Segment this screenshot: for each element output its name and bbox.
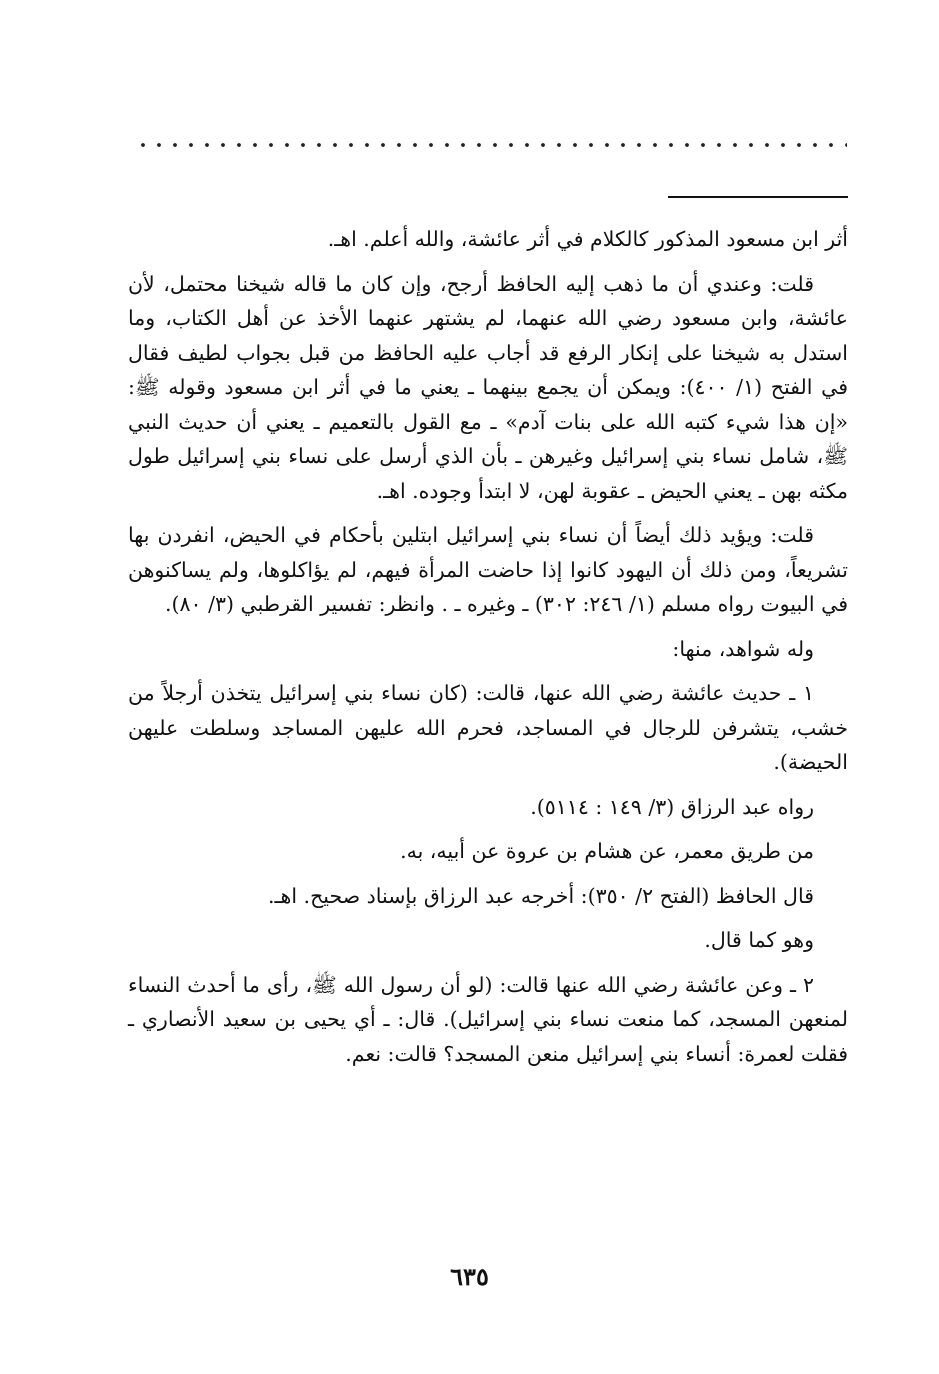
page-number: ٦٣٥ xyxy=(450,1262,489,1291)
paragraph-8: وهو كما قال. xyxy=(704,928,814,952)
footnote-rule xyxy=(668,196,848,198)
paragraph-4: ١ ـ حديث عائشة رضي الله عنها، قالت: (كان نساء بني إسرائيل يتخذن أرجلاً من خشب، يتشرفن للرجال في المساجد، فحرم الله عليهن المساجد وسلطت عليهن الحيضة). xyxy=(128,681,848,774)
paragraph-7: قال الحافظ (الفتح ٢/ ٣٥٠): أخرجه عبد الرزاق بإسناد صحيح. اهـ. xyxy=(268,883,814,908)
footnote-text xyxy=(128,222,848,1071)
paragraph-6: من طريق معمر، عن هشام بن عروة عن أبيه، به. xyxy=(400,839,814,863)
paragraph-2: قلت: ويؤيد ذلك أيضاً أن نساء بني إسرائيل ابتلين بأحكام في الحيض، انفردن بها تشريعاً، ومن ذلك أن اليهود كانوا إذا حاضت المرأة فيهم، لم يؤاكلوها، ولم يساكنوهن في البيوت رواه مسلم (١/ ٢٤٦: ٣٠٢) ـ وغيره ـ . وانظر: تفسير القرطبي (٣/ ٨٠). xyxy=(128,523,848,616)
dotted-separator xyxy=(135,138,847,152)
paragraph-1: قلت: وعندي أن ما ذهب إليه الحافظ أرجح، وإن كان ما قاله شيخنا محتمل، لأن عائشة، وابن مسعود رضي الله عنهما، لم يشتهر عنهما الأخذ عن أهل الكتاب، وما استدل به شيخنا على إنكار الرفع قد أجاب عليه الحافظ من قبل بجواب لطيف فقال في الفتح (١/ ٤٠٠): ويمكن أن يجمع بينهما ـ يعني ما في أثر ابن مسعود وقوله ﷺ: «إن هذا شيء كتبه الله على بنات آدم» ـ مع القول بالتعميم ـ يعني أن حديث النبي ﷺ، شامل نساء بني إسرائيل وغيرهن ـ بأن الذي أرسل على نساء بني إسرائيل طول مكثه بهن ـ يعني الحيض ـ عقوبة لهن، لا ابتدأ وجوده. اهـ. xyxy=(128,271,848,503)
footnote-continuation: أثر ابن مسعود المذكور كالكلام في أثر عائشة، والله أعلم. اهـ. xyxy=(327,227,848,251)
paragraph-9: ٢ ـ وعن عائشة رضي الله عنها قالت: (لو أن رسول الله ﷺ، رأى ما أحدث النساء لمنعهن المسجد، كما منعت نساء بني إسرائيل). قال: ـ أي يحيى بن سعيد الأنصاري ـ فقلت لعمرة: أنساء بني إسرائيل منعن المسجد؟ قالت: نعم. xyxy=(128,972,848,1066)
paragraph-5: رواه عبد الرزاق (٣/ ١٤٩ : ٥١١٤). xyxy=(530,794,814,819)
paragraph-3: وله شواهد، منها: xyxy=(672,636,814,661)
